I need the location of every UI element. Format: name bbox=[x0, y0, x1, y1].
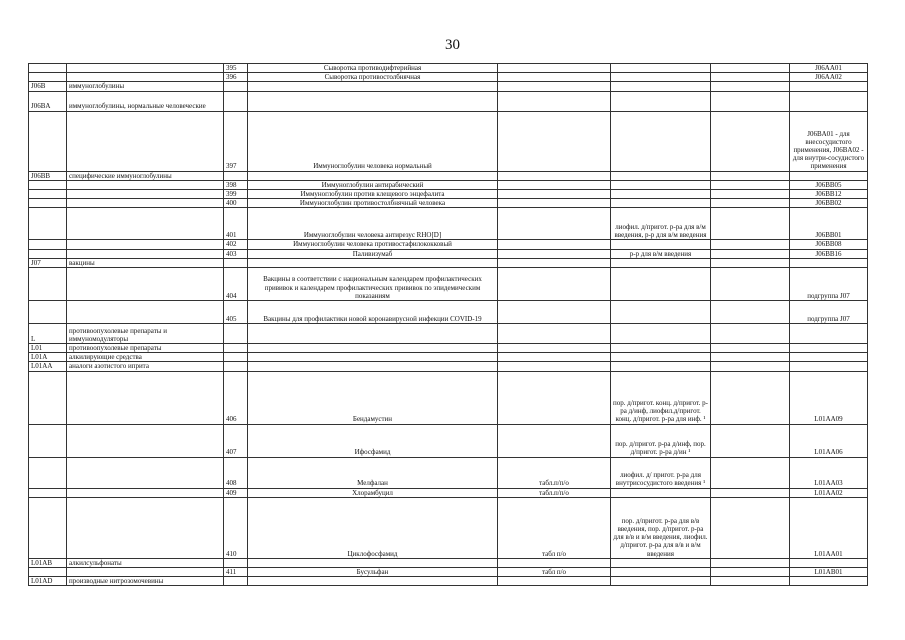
cell-name: Бусульфан bbox=[248, 568, 498, 577]
cell-group: противоопухолевые препараты и иммуномодуляторы bbox=[67, 324, 224, 344]
table-row bbox=[29, 457, 868, 488]
cell-atc: J06BB01 bbox=[790, 208, 868, 240]
cell-num: 395 bbox=[224, 64, 248, 73]
cell-name bbox=[248, 577, 498, 586]
cell-atc bbox=[790, 324, 868, 344]
cell-atc bbox=[790, 362, 868, 371]
cell-atc: L01AA09 bbox=[790, 371, 868, 424]
cell-atc: L01AA01 bbox=[790, 497, 868, 558]
cell-form: табл.п/п/о bbox=[498, 457, 611, 488]
cell-code: L01AD bbox=[29, 577, 67, 586]
cell-form bbox=[498, 82, 611, 91]
cell-form bbox=[498, 301, 611, 324]
cell-group bbox=[67, 73, 224, 82]
cell-code bbox=[29, 240, 67, 249]
cell-code bbox=[29, 190, 67, 199]
cell-form bbox=[498, 268, 611, 301]
cell-form bbox=[498, 64, 611, 73]
cell-name: Сыворотка противодифтерийная bbox=[248, 64, 498, 73]
cell-name: Иммуноглобулин против клещевого энцефалита bbox=[248, 190, 498, 199]
cell-group: алкилсульфонаты bbox=[67, 558, 224, 567]
cell-group bbox=[67, 568, 224, 577]
cell-form bbox=[498, 258, 611, 267]
cell-num: 396 bbox=[224, 73, 248, 82]
cell-group: иммуноглобулины, нормальные человеческие bbox=[67, 91, 224, 111]
cell-num bbox=[224, 82, 248, 91]
cell-form bbox=[498, 424, 611, 457]
table-row bbox=[29, 180, 868, 189]
cell-code: L01AA bbox=[29, 362, 67, 371]
cell-form bbox=[498, 91, 611, 111]
cell-name bbox=[248, 344, 498, 353]
cell-num: 399 bbox=[224, 190, 248, 199]
table-row bbox=[29, 301, 868, 324]
cell-atc: J06BB02 bbox=[790, 199, 868, 208]
cell-code bbox=[29, 111, 67, 171]
cell-num: 410 bbox=[224, 497, 248, 558]
cell-form bbox=[498, 362, 611, 371]
cell-group bbox=[67, 208, 224, 240]
cell-cond bbox=[611, 301, 711, 324]
cell-pad bbox=[711, 577, 790, 586]
cell-pad bbox=[711, 344, 790, 353]
cell-pad bbox=[711, 171, 790, 180]
cell-num bbox=[224, 558, 248, 567]
cell-pad bbox=[711, 268, 790, 301]
table-row bbox=[29, 568, 868, 577]
cell-code bbox=[29, 249, 67, 258]
cell-form: табл п/о bbox=[498, 497, 611, 558]
cell-num: 408 bbox=[224, 457, 248, 488]
cell-atc: J06BB16 bbox=[790, 249, 868, 258]
table-row bbox=[29, 64, 868, 73]
cell-name: Иммуноглобулин противостолбнячный человека bbox=[248, 199, 498, 208]
cell-code: J06BA bbox=[29, 91, 67, 111]
cell-num bbox=[224, 353, 248, 362]
cell-cond bbox=[611, 344, 711, 353]
cell-num: 406 bbox=[224, 371, 248, 424]
cell-code bbox=[29, 199, 67, 208]
cell-code: J07 bbox=[29, 258, 67, 267]
cell-group: специфические иммуноглобулины bbox=[67, 171, 224, 180]
cell-group bbox=[67, 488, 224, 497]
cell-form bbox=[498, 190, 611, 199]
cell-cond: лиофил. д/пригот. р-ра для в/м введения, р-р для в/м введения bbox=[611, 208, 711, 240]
table-row bbox=[29, 199, 868, 208]
cell-atc: подгруппа J07 bbox=[790, 301, 868, 324]
cell-num: 402 bbox=[224, 240, 248, 249]
cell-num bbox=[224, 91, 248, 111]
table-row bbox=[29, 268, 868, 301]
cell-group: производные нитрозомочевины bbox=[67, 577, 224, 586]
cell-atc: L01AA06 bbox=[790, 424, 868, 457]
cell-pad bbox=[711, 111, 790, 171]
table-row bbox=[29, 258, 868, 267]
cell-pad bbox=[711, 91, 790, 111]
cell-num bbox=[224, 577, 248, 586]
cell-cond bbox=[611, 577, 711, 586]
cell-group: аналоги азотистого иприта bbox=[67, 362, 224, 371]
cell-pad bbox=[711, 353, 790, 362]
table-row bbox=[29, 73, 868, 82]
table-row bbox=[29, 171, 868, 180]
cell-name bbox=[248, 558, 498, 567]
cell-cond bbox=[611, 324, 711, 344]
cell-pad bbox=[711, 199, 790, 208]
cell-form bbox=[498, 199, 611, 208]
cell-cond: пор. д/пригот. р-ра для в/в введения, пор. д/пригот. р-ра для в/в и в/м введения, лиофил. д/пригот. р-ра для в/в и в/м введения bbox=[611, 497, 711, 558]
cell-group bbox=[67, 424, 224, 457]
table-row bbox=[29, 240, 868, 249]
cell-num: 397 bbox=[224, 111, 248, 171]
cell-name: Циклофосфамид bbox=[248, 497, 498, 558]
cell-form bbox=[498, 208, 611, 240]
cell-group bbox=[67, 64, 224, 73]
cell-atc: L01AB01 bbox=[790, 568, 868, 577]
cell-form: табл п/о bbox=[498, 568, 611, 577]
page-number: 30 bbox=[445, 37, 460, 53]
cell-name: Вакцины в соответствии с национальным календарем профилактических прививок и календарем профилактических прививок по эпидемическим показаниям bbox=[248, 268, 498, 301]
cell-group: вакцины bbox=[67, 258, 224, 267]
cell-name: Иммуноглобулин человека антирезус RHO[D] bbox=[248, 208, 498, 240]
cell-cond bbox=[611, 82, 711, 91]
cell-name bbox=[248, 258, 498, 267]
cell-code bbox=[29, 424, 67, 457]
cell-atc: J06BB08 bbox=[790, 240, 868, 249]
cell-name: Иммуноглобулин человека нормальный bbox=[248, 111, 498, 171]
cell-name: Ифосфамид bbox=[248, 424, 498, 457]
cell-atc: J06BB05 bbox=[790, 180, 868, 189]
cell-group bbox=[67, 497, 224, 558]
cell-cond: р-р для в/м введения bbox=[611, 249, 711, 258]
cell-pad bbox=[711, 558, 790, 567]
cell-num: 407 bbox=[224, 424, 248, 457]
cell-code: L01A bbox=[29, 353, 67, 362]
cell-name bbox=[248, 362, 498, 371]
cell-group bbox=[67, 199, 224, 208]
cell-group bbox=[67, 301, 224, 324]
cell-cond bbox=[611, 488, 711, 497]
table-row bbox=[29, 208, 868, 240]
cell-group: иммуноглобулины bbox=[67, 82, 224, 91]
cell-group: противоопухолевые препараты bbox=[67, 344, 224, 353]
cell-cond bbox=[611, 199, 711, 208]
cell-cond bbox=[611, 362, 711, 371]
cell-form bbox=[498, 371, 611, 424]
table-row bbox=[29, 577, 868, 586]
cell-form bbox=[498, 111, 611, 171]
cell-cond: лиофил. д/ пригот. р-ра для внутрисосудистого введения ¹ bbox=[611, 457, 711, 488]
cell-cond bbox=[611, 171, 711, 180]
cell-pad bbox=[711, 568, 790, 577]
cell-group bbox=[67, 180, 224, 189]
cell-cond bbox=[611, 190, 711, 199]
cell-pad bbox=[711, 362, 790, 371]
cell-atc: L01AA02 bbox=[790, 488, 868, 497]
cell-num bbox=[224, 324, 248, 344]
table-row bbox=[29, 324, 868, 344]
cell-form bbox=[498, 558, 611, 567]
cell-form bbox=[498, 353, 611, 362]
cell-atc bbox=[790, 171, 868, 180]
cell-atc: J06BB12 bbox=[790, 190, 868, 199]
cell-num: 398 bbox=[224, 180, 248, 189]
cell-group bbox=[67, 457, 224, 488]
cell-pad bbox=[711, 73, 790, 82]
cell-name bbox=[248, 171, 498, 180]
cell-num: 400 bbox=[224, 199, 248, 208]
cell-num: 411 bbox=[224, 568, 248, 577]
cell-name: Бендамустин bbox=[248, 371, 498, 424]
table-row bbox=[29, 344, 868, 353]
table-row bbox=[29, 488, 868, 497]
cell-name bbox=[248, 82, 498, 91]
cell-code bbox=[29, 180, 67, 189]
cell-code bbox=[29, 568, 67, 577]
cell-atc: подгруппа J07 bbox=[790, 268, 868, 301]
cell-atc bbox=[790, 258, 868, 267]
cell-cond bbox=[611, 258, 711, 267]
cell-num: 405 bbox=[224, 301, 248, 324]
cell-cond bbox=[611, 73, 711, 82]
cell-atc: J06BA01 - для внесосудистого применения, J06BA02 - для внутри-сосудистого применения bbox=[790, 111, 868, 171]
cell-form bbox=[498, 240, 611, 249]
cell-atc bbox=[790, 353, 868, 362]
cell-atc bbox=[790, 558, 868, 567]
cell-cond: пор. д/пригот. конц. д/пригот. р-ра д/инф, лиофил.д/пригот. конц. д/пригот. р-ра для инф. ¹ bbox=[611, 371, 711, 424]
cell-pad bbox=[711, 258, 790, 267]
cell-code: J06BB bbox=[29, 171, 67, 180]
cell-pad bbox=[711, 488, 790, 497]
cell-form: табл.п/п/о bbox=[498, 488, 611, 497]
cell-name: Иммуноглобулин антирабический bbox=[248, 180, 498, 189]
table-row bbox=[29, 497, 868, 558]
table-row bbox=[29, 111, 868, 171]
cell-cond bbox=[611, 558, 711, 567]
cell-num: 409 bbox=[224, 488, 248, 497]
cell-code bbox=[29, 488, 67, 497]
cell-atc bbox=[790, 344, 868, 353]
cell-name: Сыворотка противостолбнячная bbox=[248, 73, 498, 82]
cell-pad bbox=[711, 180, 790, 189]
cell-cond bbox=[611, 91, 711, 111]
cell-cond bbox=[611, 180, 711, 189]
cell-pad bbox=[711, 497, 790, 558]
cell-form bbox=[498, 180, 611, 189]
cell-code bbox=[29, 208, 67, 240]
cell-code bbox=[29, 73, 67, 82]
cell-num: 404 bbox=[224, 268, 248, 301]
cell-cond bbox=[611, 240, 711, 249]
cell-cond bbox=[611, 353, 711, 362]
drug-registry-table bbox=[28, 63, 868, 586]
cell-num bbox=[224, 344, 248, 353]
cell-cond bbox=[611, 111, 711, 171]
cell-form bbox=[498, 73, 611, 82]
cell-group bbox=[67, 268, 224, 301]
cell-num: 403 bbox=[224, 249, 248, 258]
cell-pad bbox=[711, 249, 790, 258]
cell-group: алкилирующие средства bbox=[67, 353, 224, 362]
table-row bbox=[29, 353, 868, 362]
cell-pad bbox=[711, 457, 790, 488]
table-row bbox=[29, 371, 868, 424]
cell-pad bbox=[711, 324, 790, 344]
table-row bbox=[29, 190, 868, 199]
cell-pad bbox=[711, 301, 790, 324]
cell-pad bbox=[711, 64, 790, 73]
cell-group bbox=[67, 190, 224, 199]
cell-code: L bbox=[29, 324, 67, 344]
cell-cond bbox=[611, 568, 711, 577]
cell-group bbox=[67, 240, 224, 249]
cell-num: 401 bbox=[224, 208, 248, 240]
cell-name: Вакцины для профилактики новой коронавирусной инфекции COVID-19 bbox=[248, 301, 498, 324]
cell-atc bbox=[790, 91, 868, 111]
cell-name bbox=[248, 324, 498, 344]
cell-pad bbox=[711, 424, 790, 457]
cell-atc: J06AA02 bbox=[790, 73, 868, 82]
cell-name: Иммуноглобулин человека противостафилококковый bbox=[248, 240, 498, 249]
cell-code: L01AB bbox=[29, 558, 67, 567]
cell-num bbox=[224, 171, 248, 180]
cell-cond bbox=[611, 268, 711, 301]
cell-name: Мелфалан bbox=[248, 457, 498, 488]
table-row bbox=[29, 82, 868, 91]
cell-pad bbox=[711, 190, 790, 199]
cell-form bbox=[498, 324, 611, 344]
cell-pad bbox=[711, 82, 790, 91]
table-row bbox=[29, 558, 868, 567]
cell-name: Паливизумаб bbox=[248, 249, 498, 258]
cell-name: Хлорамбуцил bbox=[248, 488, 498, 497]
cell-code: J06B bbox=[29, 82, 67, 91]
cell-atc bbox=[790, 577, 868, 586]
cell-atc: J06AA01 bbox=[790, 64, 868, 73]
cell-code bbox=[29, 497, 67, 558]
cell-cond: пор. д/пригот. р-ра д/инф, пор. д/пригот. р-ра д/ин ¹ bbox=[611, 424, 711, 457]
cell-name bbox=[248, 91, 498, 111]
cell-pad bbox=[711, 371, 790, 424]
cell-code bbox=[29, 457, 67, 488]
cell-code: L01 bbox=[29, 344, 67, 353]
cell-form bbox=[498, 577, 611, 586]
cell-num bbox=[224, 362, 248, 371]
cell-pad bbox=[711, 240, 790, 249]
cell-atc bbox=[790, 82, 868, 91]
cell-atc: L01AA03 bbox=[790, 457, 868, 488]
cell-group bbox=[67, 111, 224, 171]
cell-code bbox=[29, 268, 67, 301]
cell-code bbox=[29, 371, 67, 424]
cell-form bbox=[498, 171, 611, 180]
cell-cond bbox=[611, 64, 711, 73]
cell-form bbox=[498, 249, 611, 258]
cell-name bbox=[248, 353, 498, 362]
table-row bbox=[29, 362, 868, 371]
cell-code bbox=[29, 64, 67, 73]
cell-group bbox=[67, 371, 224, 424]
table-row bbox=[29, 91, 868, 111]
cell-code bbox=[29, 301, 67, 324]
cell-pad bbox=[711, 208, 790, 240]
table-row bbox=[29, 249, 868, 258]
cell-form bbox=[498, 344, 611, 353]
cell-num bbox=[224, 258, 248, 267]
table-row bbox=[29, 424, 868, 457]
cell-group bbox=[67, 249, 224, 258]
